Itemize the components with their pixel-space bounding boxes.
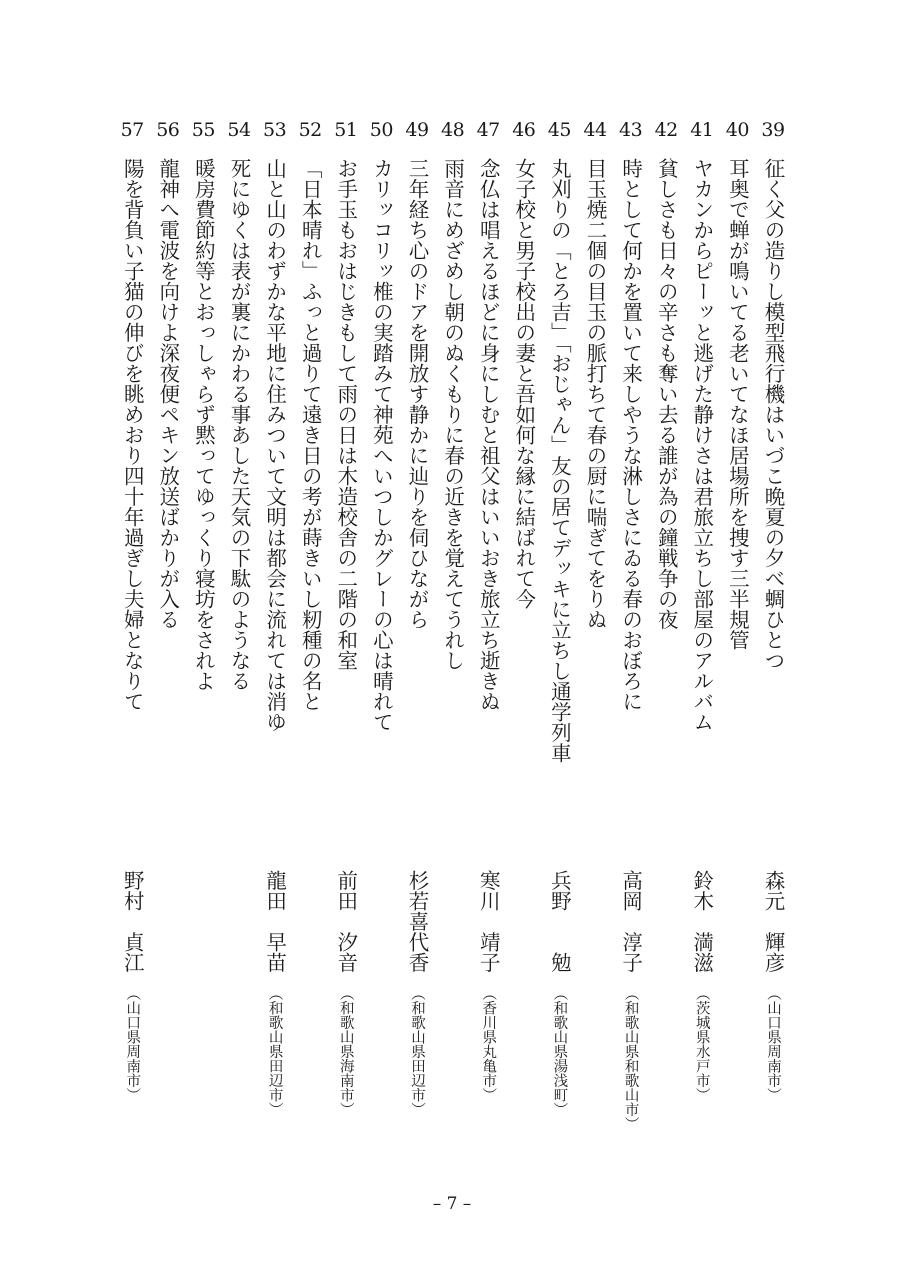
- author-location: （和歌山県田辺市）: [266, 986, 283, 1117]
- poem-column: [260, 118, 290, 1158]
- poem-number: 49: [405, 119, 429, 141]
- poem-column: [509, 118, 539, 1158]
- author-name: 兵野 勉: [547, 870, 572, 973]
- author-location: （香川県丸亀市）: [480, 986, 497, 1102]
- poem-verse: 耳奥で蝉が鳴いてる老いてなほ居場所を捜す三半規管: [725, 158, 750, 650]
- poem-number: 50: [369, 119, 393, 141]
- poem-verse: お手玉もおはじきもして雨の日は木造校舎の二階の和室: [333, 158, 358, 671]
- poem-verse: 「日本晴れ」ふっと過りて遠き日の考が蒔きいし籾種の名と: [298, 158, 323, 712]
- poem-number: 51: [334, 119, 358, 141]
- poem-verse: 貧しさも日々の辛さも奪い去る誰が為の鐘戦争の夜: [654, 158, 679, 630]
- author-location: （和歌山県田辺市）: [409, 986, 425, 1117]
- author-location: （和歌山県和歌山市）: [622, 986, 639, 1131]
- poem-number: 46: [512, 119, 536, 141]
- author-name: 森元 輝彦: [761, 870, 785, 973]
- poem-verse: 征く父の造りし模型飛行機はいづこ晩夏の夕べ蜩ひとつ: [761, 158, 785, 671]
- author-location: （和歌山県海南市）: [337, 986, 354, 1117]
- poem-number: 57: [120, 119, 144, 141]
- author-name: 前田 汐音: [333, 870, 358, 973]
- poem-column: [473, 118, 503, 1158]
- poem-column: [758, 118, 788, 1158]
- poem-number: 54: [227, 119, 251, 141]
- author-location: （山口県周南市）: [124, 986, 141, 1102]
- poem-number: 41: [690, 119, 714, 141]
- poem-verse: 目玉焼二個の目玉の脈打ちて春の厨に喘ぎてをりぬ: [583, 158, 607, 630]
- poem-column: [722, 118, 752, 1158]
- poem-number: 55: [191, 119, 215, 141]
- poem-column: [366, 118, 396, 1158]
- poem-number: 53: [263, 119, 287, 141]
- poem-column: [402, 118, 432, 1158]
- poem-column: [117, 118, 147, 1158]
- poem-verse: ヤカンからピーッと逃げた静けさは君旅立ちし部屋のアルバム: [689, 158, 714, 732]
- poem-number: 48: [441, 119, 465, 141]
- poem-column: [331, 118, 361, 1158]
- poem-column: [224, 118, 254, 1158]
- poem-number: 56: [156, 119, 180, 141]
- poem-verse: 暖房費節約等とおっしゃらず黙ってゆっくり寝坊をされよ: [191, 158, 216, 691]
- poem-number: 40: [725, 119, 749, 141]
- author-location: （山口県周南市）: [765, 986, 781, 1102]
- author-name: 高岡 淳子: [618, 870, 643, 973]
- page-number: – 7 –: [432, 1194, 472, 1214]
- poem-number: 47: [476, 119, 500, 141]
- poem-number: 43: [619, 119, 643, 141]
- poem-verse: 死にゆくは表が裏にかわる事あした天気の下駄のようなる: [227, 158, 251, 691]
- poem-column: [295, 118, 325, 1158]
- poem-verse: 時として何かを置いて来しやうな淋しさにゐる春のおぼろに: [618, 158, 643, 712]
- poem-verse: 丸刈りの「とろ吉」「おじゃん」友の居てデッキに立ちし通学列車: [547, 158, 572, 763]
- author-name: 寒川 靖子: [476, 870, 501, 973]
- poem-number: 45: [547, 119, 571, 141]
- poem-column: [651, 118, 681, 1158]
- poem-verse: カリッコリッ椎の実踏みて神苑へいつしかグレーの心は晴れて: [369, 158, 394, 732]
- poem-verse: 三年経ち心のドアを開放す静かに辿りを伺ひながら: [405, 158, 429, 630]
- poem-column: [687, 118, 717, 1158]
- author-name: 野村 貞江: [120, 870, 145, 973]
- poem-number: 52: [298, 119, 322, 141]
- poem-column: [153, 118, 183, 1158]
- author-name: 鈴木 満滋: [689, 870, 714, 973]
- author-location: （茨城県水戸市）: [693, 986, 710, 1102]
- poem-verse: 女子校と男子校出の妻と吾如何な縁に結ばれて今: [511, 158, 536, 609]
- poem-verse: 雨音にめざめし朝のぬくもりに春の近きを覚えてうれし: [440, 158, 465, 671]
- poem-column: [544, 118, 574, 1158]
- poem-column: [616, 118, 646, 1158]
- poem-column: [580, 118, 610, 1158]
- poem-number: 39: [761, 119, 785, 141]
- poem-verse: 陽を背負い子猫の伸びを眺めおり四十年過ぎし夫婦となりて: [120, 158, 145, 712]
- poem-column: [188, 118, 218, 1158]
- author-location: （和歌山県湯浅町）: [551, 986, 568, 1117]
- author-name: 杉若喜代香: [405, 870, 429, 973]
- poem-number: 44: [583, 119, 607, 141]
- poem-column: [438, 118, 468, 1158]
- poem-verse: 龍神へ電波を向けよ深夜便ペキン放送ばかりが入る: [155, 158, 180, 630]
- poem-number: 42: [654, 119, 678, 141]
- poem-verse: 山と山のわずかな平地に住みついて文明は都会に流れては消ゆ: [262, 158, 287, 732]
- poem-verse: 念仏は唱えるほどに身にしむと祖父はいいおき旅立ち逝きぬ: [476, 158, 501, 712]
- author-name: 龍田 早苗: [262, 870, 287, 973]
